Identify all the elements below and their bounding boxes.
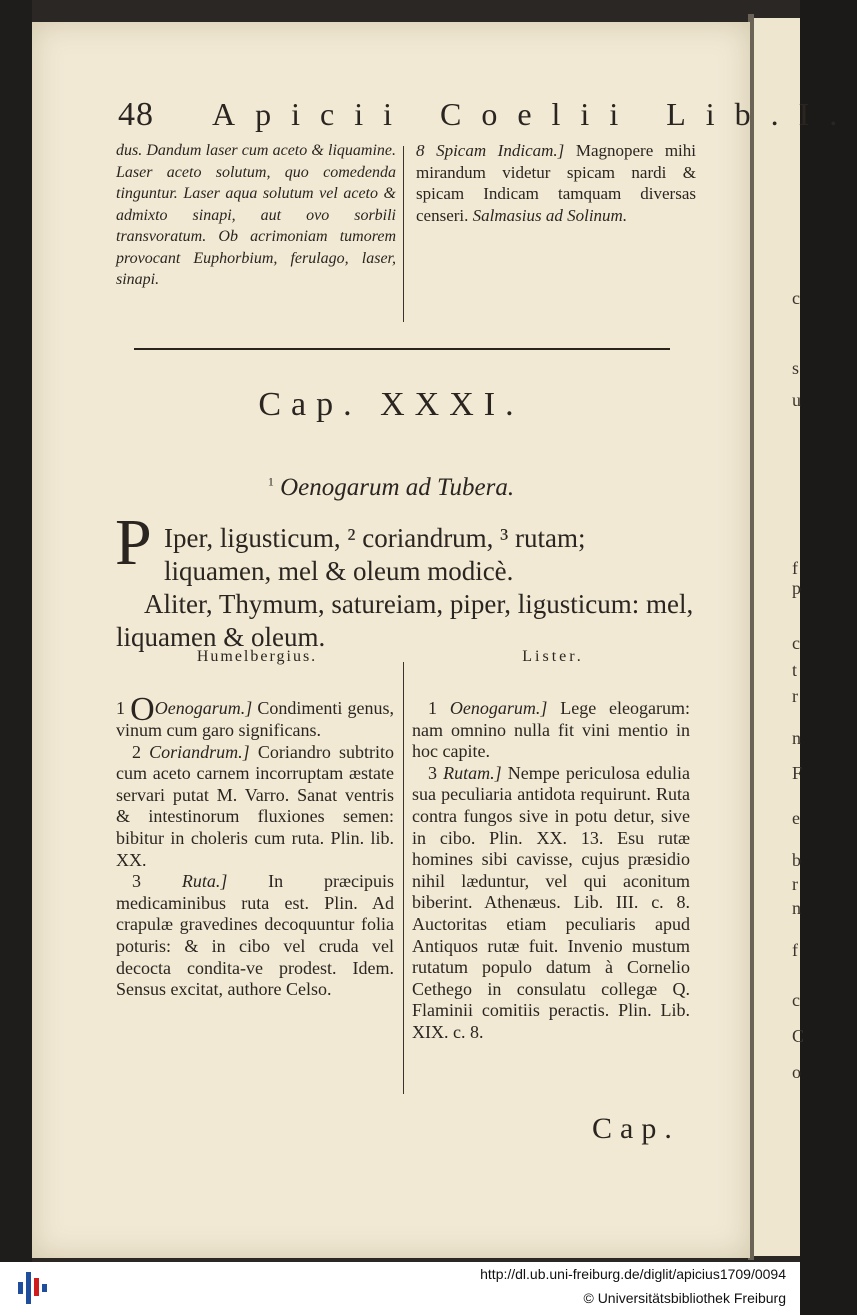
- commentary-heading-left: Humelbergius.: [196, 648, 318, 665]
- note-text: Condimenti genus, vinum cum garo significans.: [116, 698, 395, 740]
- facing-page-fragment: u: [792, 390, 801, 410]
- commentary-note: [116, 742, 394, 872]
- facing-page-fragment: F: [792, 763, 803, 783]
- recipe-title-text: Oenogarum ad Tubera.: [280, 474, 515, 501]
- recipe-variant-text: Aliter, Thymum, satureiam, piper, ligusticum: mel, liquamen & oleum.: [116, 589, 694, 652]
- recipe-note-marker: 1: [267, 474, 274, 489]
- note-number: 3: [132, 871, 141, 892]
- top-note-left: dus. Dandum laser cum aceto & liquamine. Laser aceto solutum, quo comedenda tinguntur. Laser aqua solutum vel aceto & admixto sinapi, aut ovo sorbili transvoratum. Ob acrimoniam tumorem provocant Euphorbium, ferulago, laser, sinapi.: [116, 142, 396, 288]
- viewer-footer: [0, 1262, 800, 1315]
- running-head: Apicii Coelii Lib.I.: [212, 96, 857, 132]
- note-text: Magnopere mihi mirandum videtur spicam nardi & spicam Indicam tamquam diversas censeri.: [416, 141, 696, 225]
- drop-capital: P: [115, 506, 152, 579]
- catchword: Cap.: [592, 1112, 680, 1145]
- commentary-left: [116, 691, 395, 1001]
- facing-page-fragment: f: [792, 940, 798, 960]
- facing-page-fragment: o: [792, 1062, 801, 1082]
- facing-page-fragment: c: [792, 990, 800, 1010]
- facing-page-fragment: e: [792, 808, 800, 828]
- facing-page-fragment: r: [792, 874, 798, 894]
- note-lemma: Oenogarum.]: [449, 698, 548, 718]
- note-number: 1: [428, 698, 437, 718]
- note-lemma: Coriandrum.]: [149, 741, 250, 762]
- facing-page-fragment: p: [792, 578, 801, 598]
- facing-page-fragment: c: [792, 288, 800, 308]
- note-lemma: Rutam.]: [443, 762, 502, 783]
- note-number: 2: [132, 741, 141, 762]
- commentary-right: [412, 698, 690, 1044]
- commentary-note: [116, 871, 394, 1001]
- commentary-note: [116, 691, 395, 742]
- note-number: 1: [116, 698, 125, 718]
- copyright-notice: © Universitätsbibliothek Freiburg: [583, 1290, 786, 1306]
- note-lemma: Oenogarum.]: [154, 698, 253, 718]
- book-page: [32, 22, 857, 1258]
- top-note-right: [416, 140, 696, 226]
- note-lemma: Ruta.]: [181, 871, 228, 892]
- book-edge: [0, 0, 32, 1262]
- note-text: Lege eleogarum: nam omnino nulla fit vini mentio in hoc capite.: [412, 698, 690, 762]
- commentary-note: [412, 763, 690, 1044]
- note-citation: Salmasius ad Solinum.: [472, 205, 628, 225]
- facing-page-fragment: s: [792, 358, 800, 378]
- note-number: 3: [428, 762, 437, 783]
- facing-page-fragment: r: [792, 686, 798, 706]
- facing-page-fragment: f: [792, 558, 798, 578]
- facing-page-fragment: b: [792, 850, 801, 870]
- recipe-text: Iper, ligusticum, ² coriandrum, ³ rutam; liquamen, mel & oleum modicè.: [164, 523, 586, 586]
- facing-page-fragment: t: [792, 660, 798, 680]
- facing-page-fragment: n: [792, 728, 801, 748]
- commentary-heading-right: Lister.: [522, 648, 584, 665]
- note-text: In præcipuis medicaminibus ruta est. Plin. Ad crapulæ gravedines decoquuntur folia poturis: & in cibo vel cruda vel decocta condita-ve prodest. Idem. Sensus excitat, authore Celso.: [116, 871, 394, 1000]
- permalink-link[interactable]: http://dl.ub.uni-freiburg.de/diglit/apicius1709/0094: [480, 1266, 786, 1282]
- column-divider: [403, 146, 404, 322]
- library-logo-icon: [12, 1268, 52, 1308]
- note-text: Nempe periculosa edulia sua peculiaria antidota requirunt. Ruta contra fungos sive in potu detur, sive in cibo. Plin. XX. 13. Esu rutæ homines sibi cavisse, cujus præsidio nihil læduntur, vel qui aconitum biberint. Athenæus. Lib. III. c. 8. Auctoritas etiam peculiaris apud Antiquos rutæ fuit. Invenio mustum rutatum populo datum à Cornelio Cethego in consulatu collegæ Q. Flaminii comitiis peractis. Plin. Lib. XIX. c. 8.: [412, 762, 690, 1042]
- facing-page-fragment: C: [792, 1026, 805, 1046]
- horizontal-rule: [134, 348, 670, 350]
- facing-page-fragment: n: [792, 898, 801, 918]
- column-divider: [403, 662, 404, 1094]
- page-number: 48: [118, 96, 154, 133]
- note-lemma: 8 Spicam Indicam.]: [416, 141, 565, 160]
- note-text: Coriandro subtrito cum aceto carnem incorruptam æstate servari putat M. Varro. Sanat ventris & intestinorum fluxiones semen: bibitur in choleris cum ruta. Plin. lib. XX.: [116, 741, 394, 870]
- facing-page-strip: [752, 18, 805, 1256]
- facing-page-fragment: c: [792, 633, 800, 653]
- chapter-title: Cap. XXXI.: [258, 386, 524, 423]
- commentary-note: [412, 698, 690, 763]
- recipe-title: [32, 474, 750, 502]
- initial-o: O: [130, 691, 155, 728]
